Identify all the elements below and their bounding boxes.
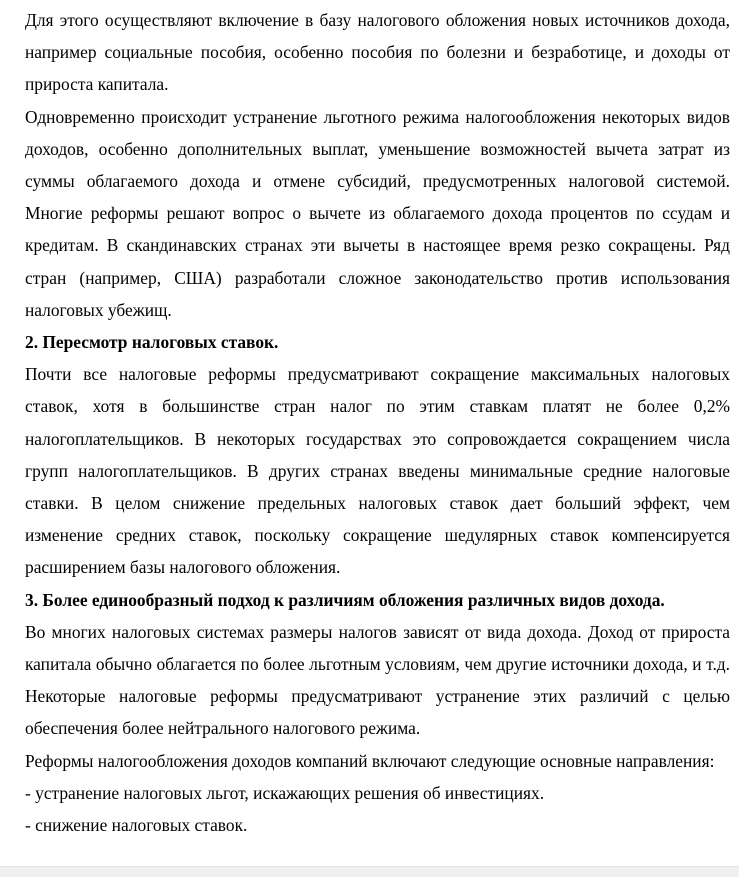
paragraph-new-income-sources: Для этого осуществляют включение в базу налогового обложения новых источников дохода, например социальные пособия, особенно пособия по болезни и безработице, и доходы от прироста капитала. xyxy=(25,10,730,95)
section-heading-tax-rates: 2. Пересмотр налоговых ставок. xyxy=(25,332,279,353)
paragraph-tax-rates: Почти все налоговые реформы предусматривают сокращение максимальных налоговых ставок, хотя в большинстве стран налог по этим ставкам платят не более 0,2% налогоплательщиков. В некоторых государствах это сопровождается сокращением числа групп налогоплательщиков. В других странах введены минимальные средние налоговые ставки. В целом снижение предельных налоговых ставок дает больший эффект, чем изменение средних ставок, поскольку сокращение шедулярных ставок компенсируется расширением базы налогового обложения. xyxy=(25,364,730,578)
bottom-scroll-strip xyxy=(0,866,739,877)
paragraph-preferential-regime: Одновременно происходит устранение льготного режима налогообложения некоторых видов доходов, особенно дополнительных выплат, уменьшение возможностей вычета затрат из суммы облагаемого дохода и отмене субсидий, предусмотренных налоговой системой. Многие реформы решают вопрос о вычете из облагаемого дохода процентов по ссудам и кредитам. В скандинавских странах эти вычеты в настоящее время резко сокращены. Ряд стран (например, США) разработали сложное законодательство против использования налоговых убежищ. xyxy=(25,106,730,320)
document-body xyxy=(25,4,730,841)
paragraph-corporate-reforms: Реформы налогообложения доходов компаний включают следующие основные направления: xyxy=(25,750,715,771)
list-item-lower-rates: - снижение налоговых ставок. xyxy=(25,815,248,836)
list-item-remove-benefits: - устранение налоговых льгот, искажающих решения об инвестициях. xyxy=(25,782,545,803)
paragraph-income-types: Во многих налоговых системах размеры налогов зависят от вида дохода. Доход от прироста капитала обычно облагается по более льготным условиям, чем другие источники дохода, и т.д. Некоторые налоговые реформы предусматривают устранение этих различий с целью обеспечения более нейтрального налогового режима. xyxy=(25,621,730,739)
section-heading-uniform-approach: 3. Более единообразный подход к различиям обложения различных видов дохода. xyxy=(25,589,665,610)
